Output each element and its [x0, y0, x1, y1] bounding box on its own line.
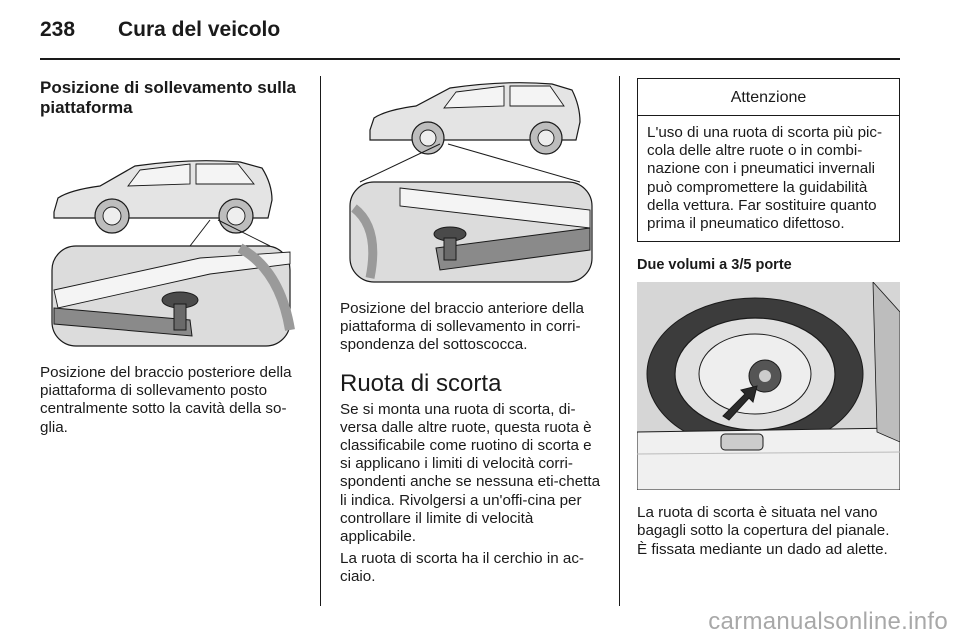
chapter-title: Cura del veicolo — [118, 18, 281, 41]
column-2 — [340, 78, 602, 587]
paragraph-steel-rim: La ruota di scorta ha il cerchio in ac-ciaio. — [340, 550, 584, 586]
page-header — [40, 18, 280, 48]
watermark: carmanualsonline.info — [708, 608, 948, 635]
warning-text: L'uso di una ruota di scorta più pic-cola delle altre ruote o in combi-nazione con i pneumatici invernali può compromettere la guidabilità della vettura. Far sostituire quanto prima il pneumatico difettoso. — [647, 124, 883, 233]
page-number: 238 — [40, 18, 76, 41]
paragraph-spare-wheel: Se si monta una ruota di scorta, di-versa dalle altre ruote, questa ruota è classificabile come ruotino di scorta e si applicano i limiti di velocità corri-spondenti anche se nessuna eti-chetta li indica. Rivolgersi a un'offi-cina per controllare il limite di velocità applicabile. — [340, 400, 601, 546]
column-divider-2 — [619, 76, 620, 606]
subheading-body-type: Due volumi a 3/5 porte — [637, 257, 792, 274]
spare-wheel-trunk-illustration — [637, 282, 900, 490]
section-heading-lift: Posizione di sollevamento sulla piattaforma — [40, 78, 297, 117]
column-3 — [637, 78, 900, 559]
figure-caption-rear: Posizione del braccio posteriore della piattaforma di sollevamento posto centralmente sotto la cavità della so-glia. — [40, 364, 292, 436]
column-1 — [40, 78, 302, 437]
header-rule — [40, 58, 900, 60]
column-divider-1 — [320, 76, 321, 606]
warning-box — [637, 78, 900, 242]
warning-title: Attenzione — [638, 79, 899, 116]
figure-caption-front: Posizione del braccio anteriore della piattaforma di sollevamento in corri-spondenza del sottoscocca. — [340, 300, 584, 354]
car-front-lift-point-illustration — [340, 78, 602, 286]
car-rear-lift-point-illustration — [40, 140, 302, 350]
figure-caption-spare-wheel: La ruota di scorta è situata nel vano bagagli sotto la copertura del pianale. È fissata mediante un dado ad alette. — [637, 504, 890, 558]
section-heading-spare-wheel: Ruota di scorta — [340, 369, 502, 397]
